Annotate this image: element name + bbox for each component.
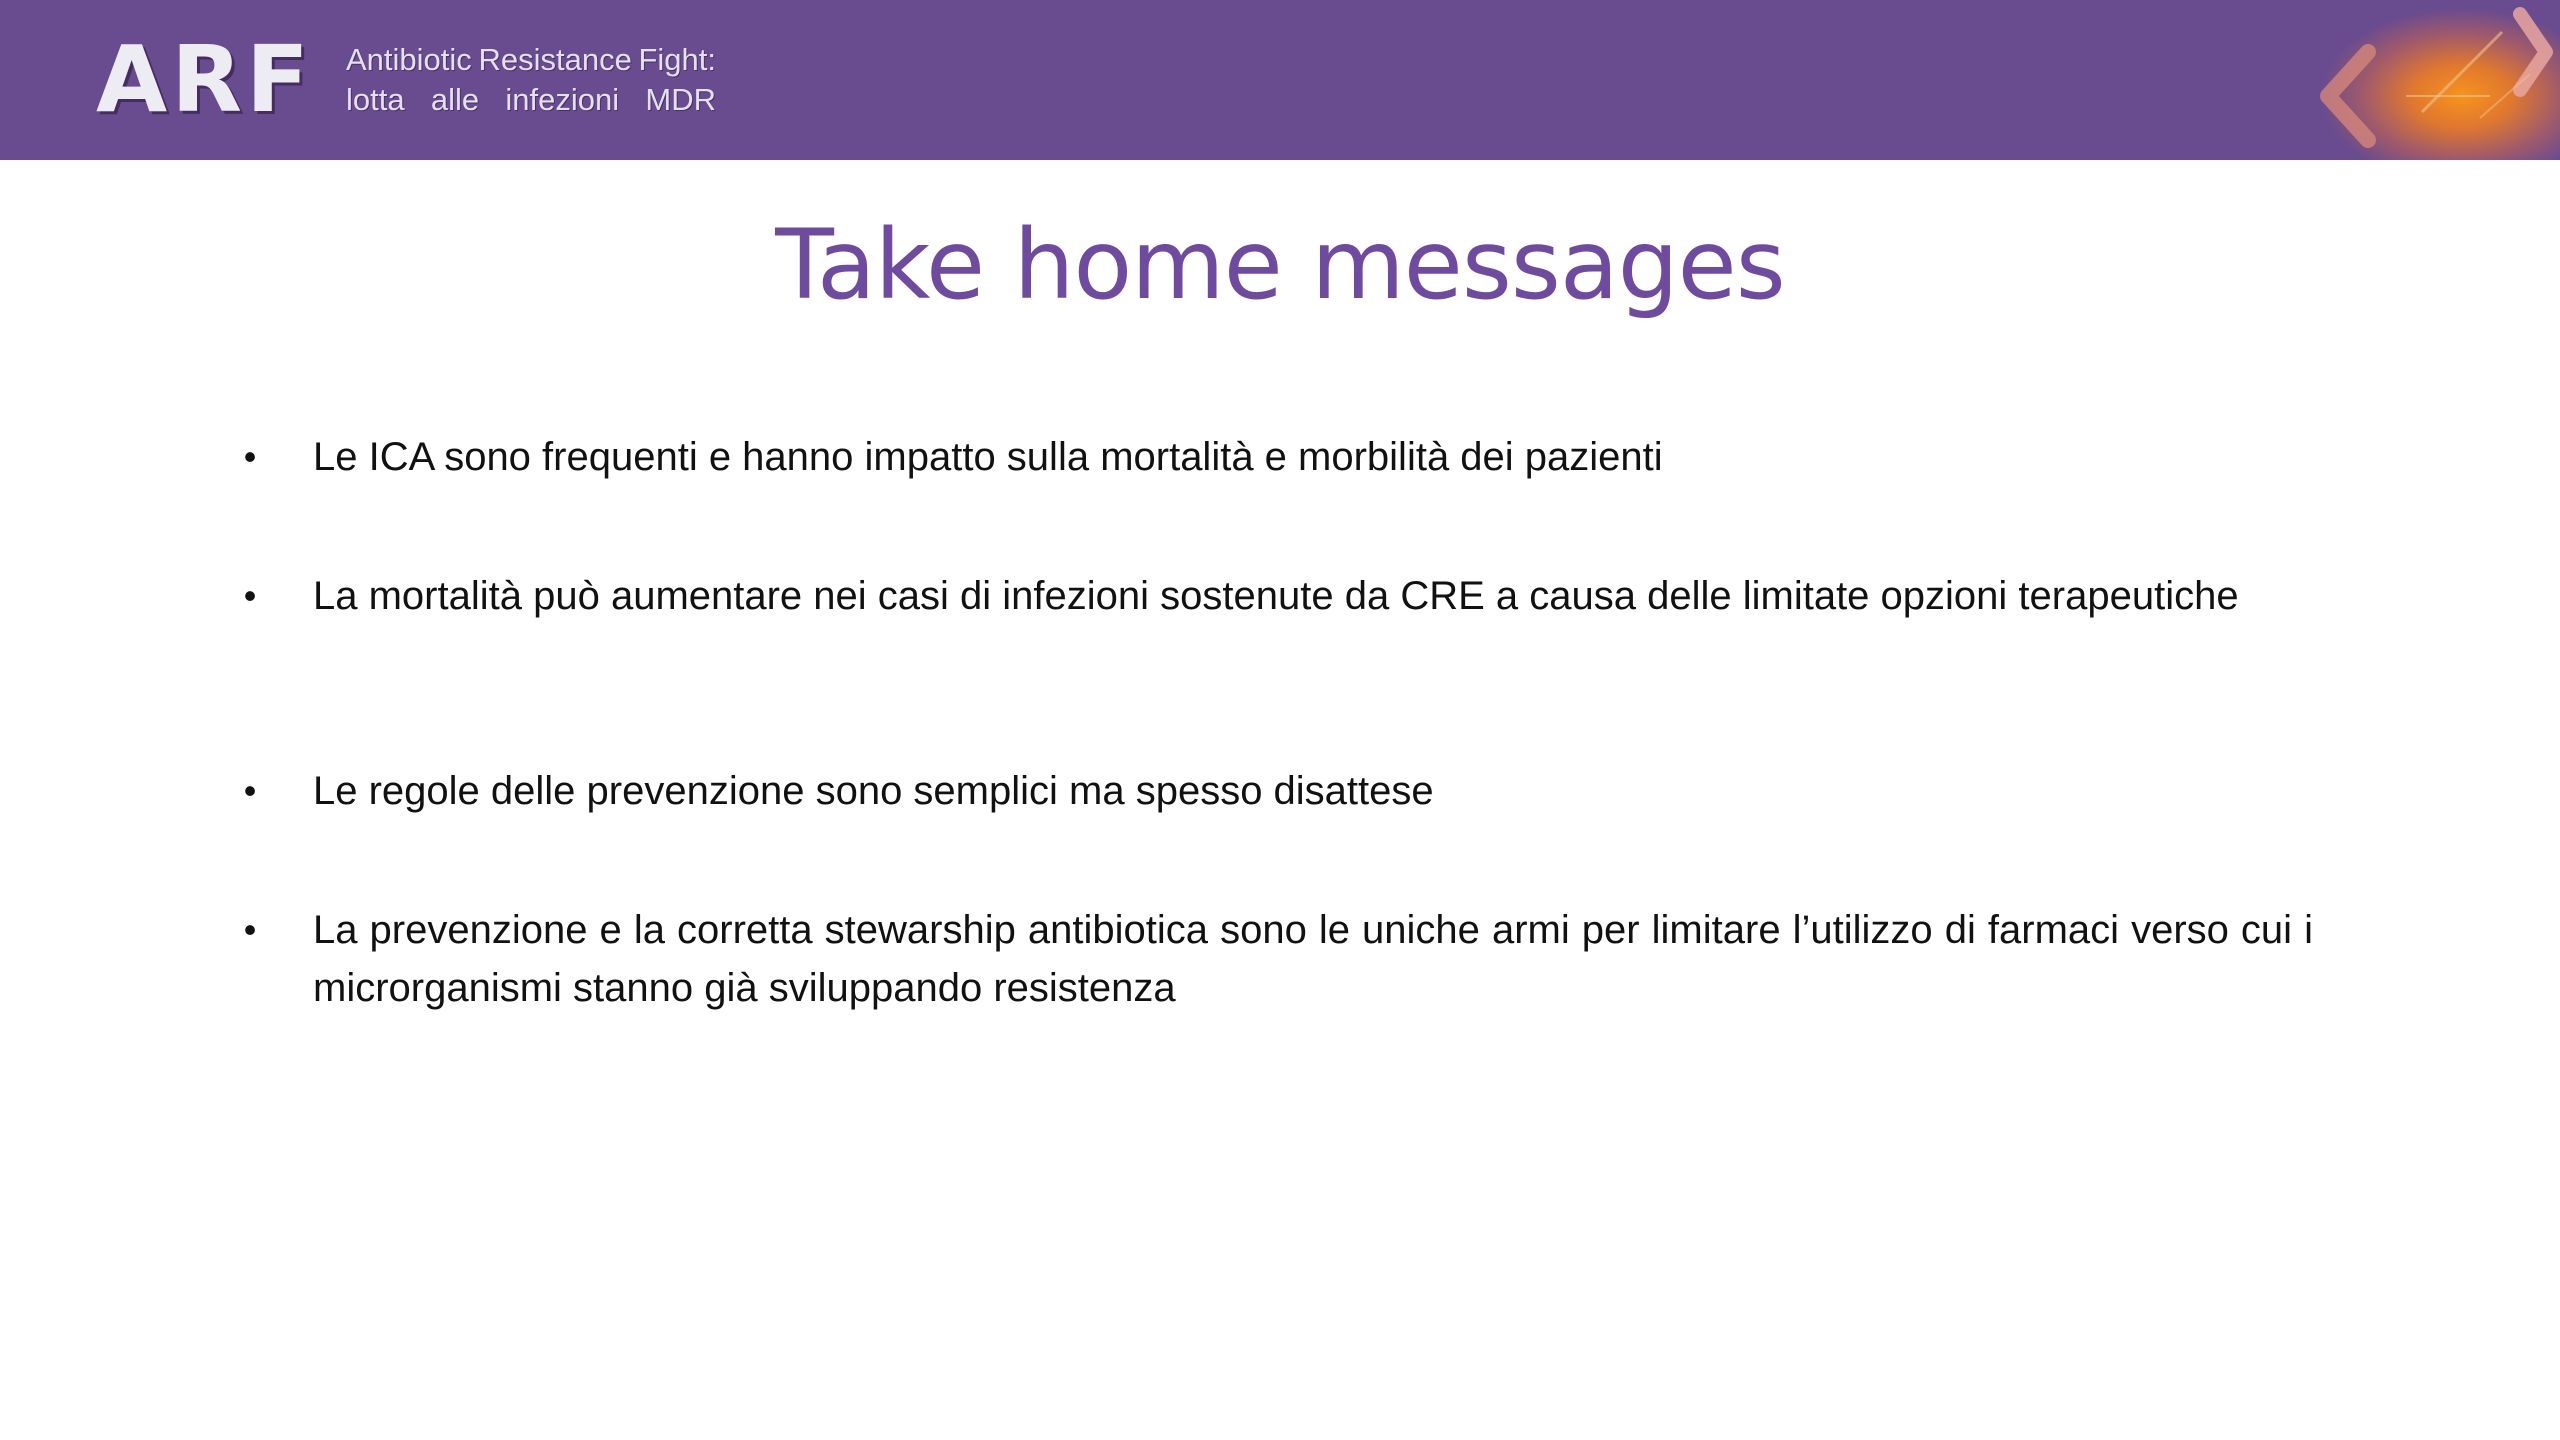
bullet-icon: •: [243, 436, 257, 477]
bullet-text: Le regole delle prevenzione sono semplici ma spesso disattese: [313, 769, 1434, 813]
tagline-word: Antibiotic: [346, 42, 472, 77]
arf-logo: ARF: [96, 26, 313, 133]
tagline-word: MDR: [645, 82, 716, 117]
bullet-icon: •: [243, 575, 257, 616]
tagline-word: lotta: [346, 82, 405, 117]
bullet-text: La mortalità può aumentare nei casi di infezioni sostenute da CRE a causa delle limitate opzioni terapeutiche: [313, 574, 2239, 618]
bullet-icon: •: [243, 770, 257, 811]
tagline-word: Fight:: [638, 42, 716, 77]
tagline-word: Resistance: [478, 42, 632, 77]
bullet-text: La prevenzione e la corretta stewarship antibiotica sono le uniche armi per limitare l’utilizzo di farmaci verso cui i microrganismi stanno già sviluppando resistenza: [313, 908, 2313, 1010]
bullet-icon: •: [243, 909, 257, 950]
slide-title: Take home messages: [775, 209, 1785, 321]
bullet-text: Le ICA sono frequenti e hanno impatto sulla mortalità e morbilità dei pazienti: [313, 435, 1663, 479]
tagline-word: infezioni: [505, 82, 620, 117]
tagline-word: alle: [430, 82, 480, 117]
